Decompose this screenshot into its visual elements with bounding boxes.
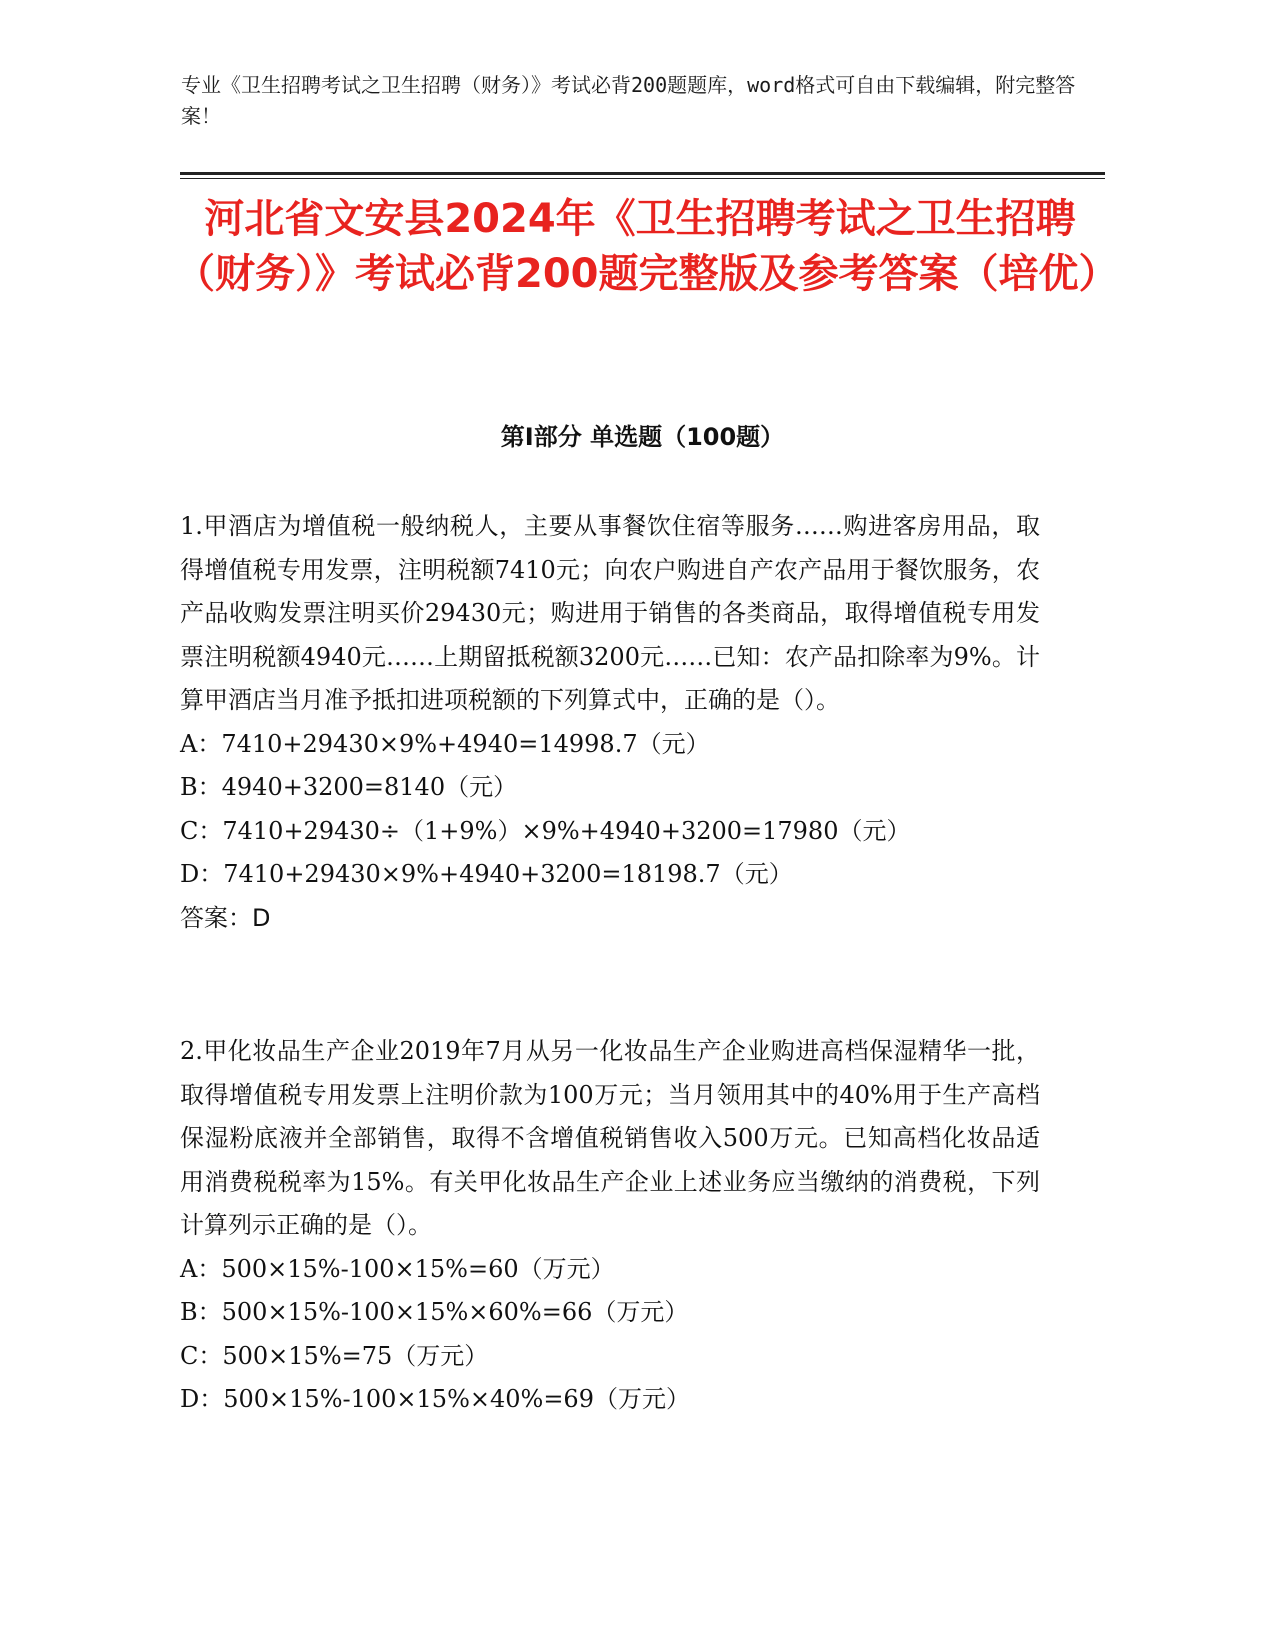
header-note: 专业《卫生招聘考试之卫生招聘（财务）》考试必背200题题库，word格式可自由下载编辑，附完整答案！ — [181, 73, 1076, 128]
option-c: C：500×15%=75（万元） — [180, 1341, 489, 1370]
option-a: A：7410+29430×9%+4940=14998.7（元） — [180, 729, 710, 758]
question-1 — [180, 505, 1040, 940]
question-stem: 1.甲酒店为增值税一般纳税人，主要从事餐饮住宿等服务……购进客房用品，取得增值税专用发票，注明税额7410元；向农户购进自产农产品用于餐饮服务，农产品收购发票注明买价29430元；购进用于销售的各类商品，取得增值税专用发票注明税额4940元……上期留抵税额3200元……已知：农产品扣除率为9%。计算甲酒店当月准予抵扣进项税额的下列算式中，正确的是（）。 — [180, 512, 1040, 714]
header-divider-thin — [180, 178, 1105, 179]
header-divider-thick — [180, 172, 1105, 175]
option-d: D：500×15%-100×15%×40%=69（万元） — [180, 1385, 690, 1413]
question-2 — [180, 1030, 1040, 1422]
answer-line: 答案：D — [180, 903, 271, 932]
option-b: B：500×15%-100×15%×60%=66（万元） — [180, 1298, 689, 1326]
option-c: C：7410+29430÷（1+9%）×9%+4940+3200=17980（元） — [180, 816, 911, 845]
section-heading: 第Ⅰ部分 单选题（100题） — [500, 423, 785, 451]
option-d: D：7410+29430×9%+4940+3200=18198.7（元） — [180, 860, 793, 888]
document-title: 河北省文安县2024年《卫生招聘考试之卫生招聘（财务）》考试必背200题完整版及参考答案（培优） — [175, 196, 1119, 297]
option-a: A：500×15%-100×15%=60（万元） — [180, 1254, 615, 1283]
question-stem: 2.甲化妆品生产企业2019年7月从另一化妆品生产企业购进高档保湿精华一批，取得增值税专用发票上注明价款为100万元；当月领用其中的40%用于生产高档保湿粉底液并全部销售，取得不含增值税销售收入500万元。已知高档化妆品适用消费税税率为15%。有关甲化妆品生产企业上述业务应当缴纳的消费税，下列计算列示正确的是（）。 — [180, 1037, 1040, 1239]
option-b: B：4940+3200=8140（元） — [180, 773, 518, 801]
